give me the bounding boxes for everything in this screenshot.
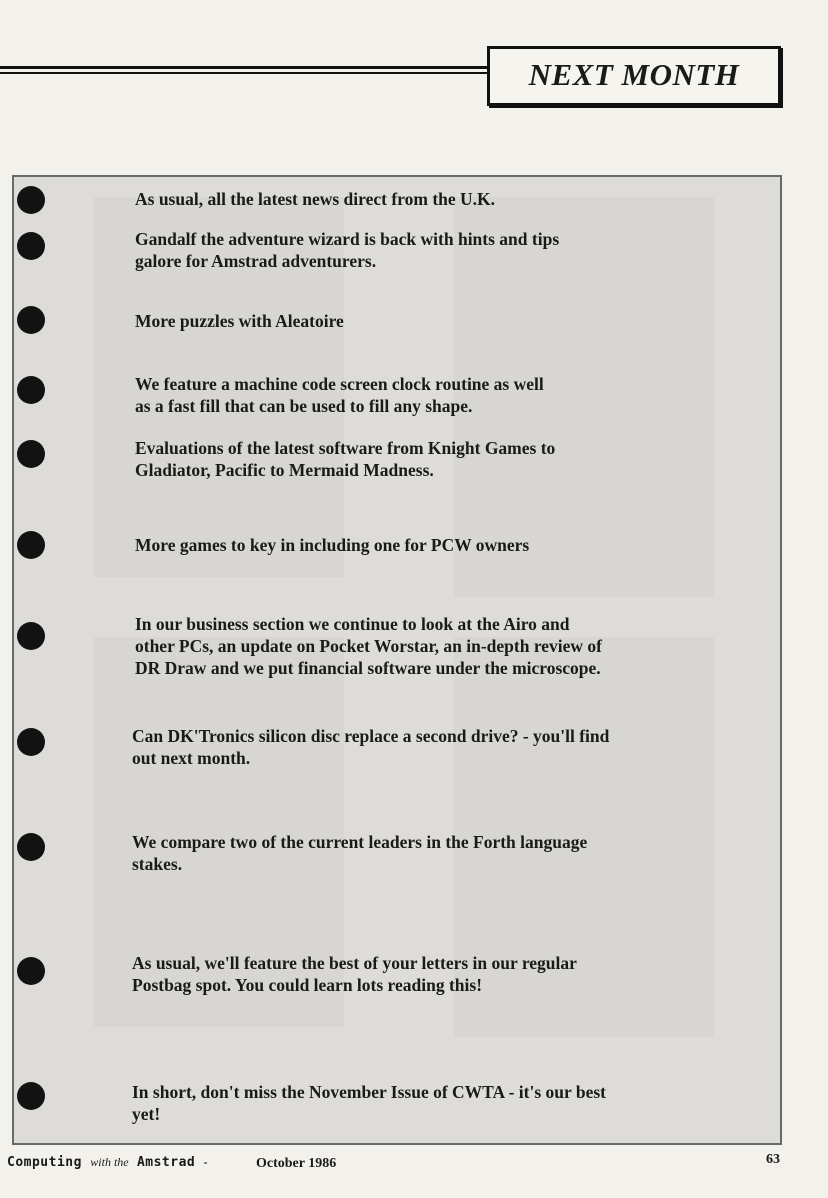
brand-word-amstrad: Amstrad [136, 1155, 196, 1170]
list-item: Can DK'Tronics silicon disc replace a second drive? - you'll find out next month. [132, 726, 610, 768]
list-item: In our business section we continue to look at the Airo and other PCs, an update on Pocket Worstar, an in-depth review of DR Draw and we put financial software under the microscope. [135, 614, 603, 678]
list-item: We compare two of the current leaders in the Forth language stakes. [132, 832, 588, 874]
next-month-title-box [487, 46, 781, 106]
bullet-point [17, 440, 45, 468]
list-item: Gandalf the adventure wizard is back with hints and tips galore for Amstrad adventurers. [135, 229, 560, 271]
bullet-point [17, 833, 45, 861]
magazine-brand [7, 1155, 208, 1170]
issue-date: October 1986 [256, 1156, 337, 1171]
bullet-point [17, 232, 45, 260]
bullet-point [17, 957, 45, 985]
list-item: More games to key in including one for PCW owners [135, 535, 530, 555]
bullet-point [17, 376, 45, 404]
bullet-point [17, 728, 45, 756]
bullet-point [17, 1082, 45, 1110]
list-item: More puzzles with Aleatoire [135, 311, 344, 331]
list-item: As usual, all the latest news direct from the U.K. [135, 189, 496, 209]
footer-separator: - [203, 1155, 208, 1169]
bullet-point [17, 622, 45, 650]
bullet-point [17, 186, 45, 214]
page-number: 63 [766, 1152, 780, 1167]
page-title: NEXT MONTH [528, 57, 740, 92]
list-item: As usual, we'll feature the best of your letters in our regular Postbag spot. You could learn lots reading this! [132, 953, 577, 995]
header-rule [0, 66, 490, 69]
list-item: In short, don't miss the November Issue of CWTA - it's our best yet! [132, 1082, 606, 1124]
brand-word-with-the: with the [90, 1155, 129, 1169]
list-item: We feature a machine code screen clock routine as well as a fast fill that can be used to fill any shape. [135, 374, 544, 416]
header-rule-thin [0, 72, 490, 74]
bullet-point [17, 531, 45, 559]
bullet-point [17, 306, 45, 334]
list-item: Evaluations of the latest software from Knight Games to Gladiator, Pacific to Mermaid Madness. [135, 438, 556, 480]
brand-word-computing: Computing [7, 1155, 82, 1170]
